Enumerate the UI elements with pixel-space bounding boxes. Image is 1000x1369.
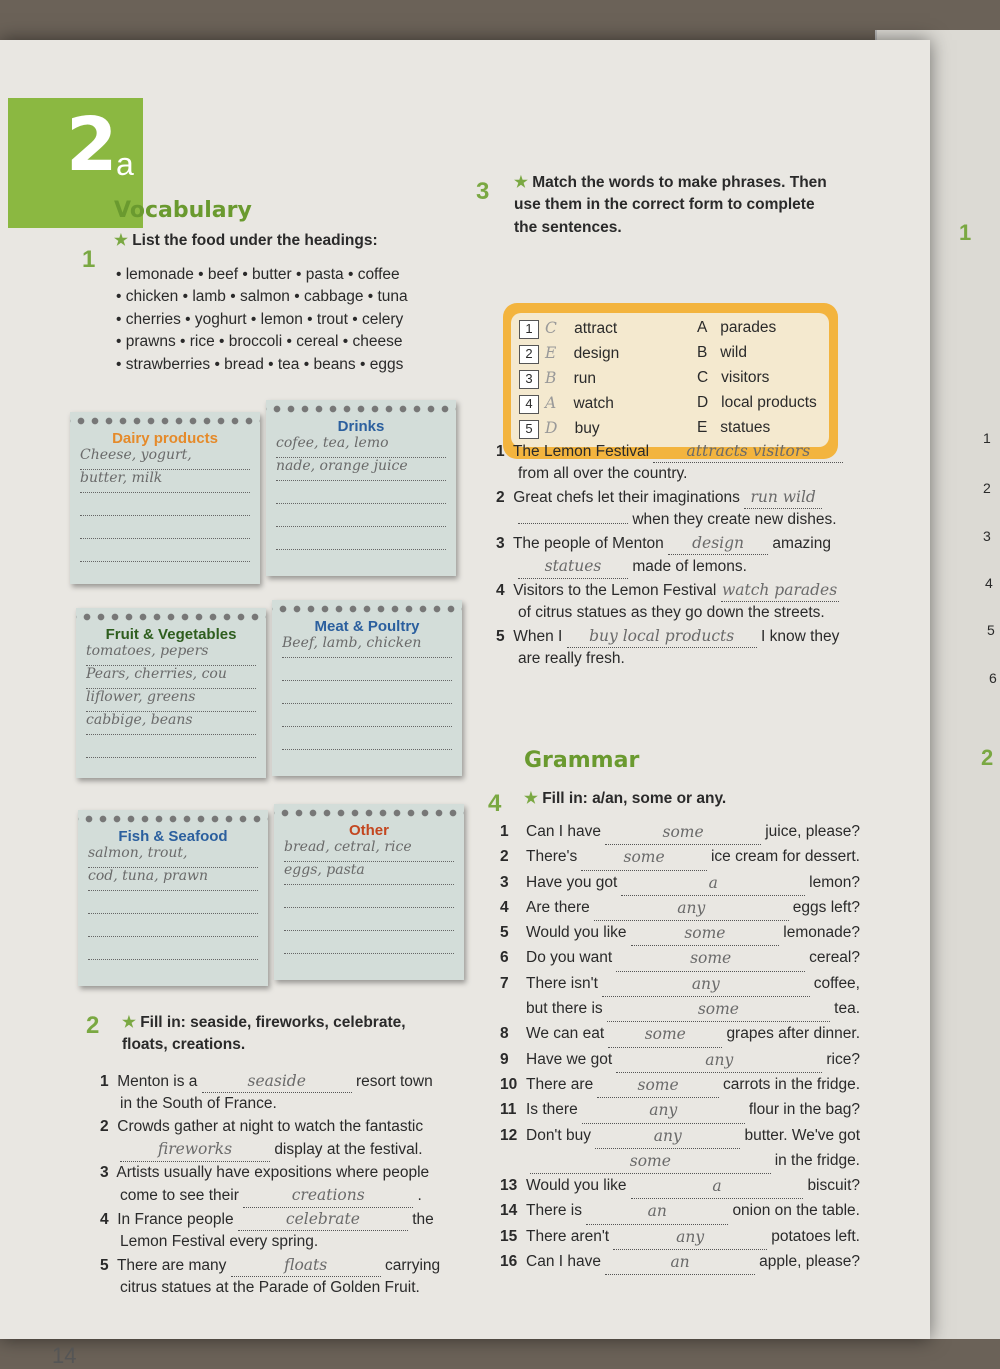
item-text: ice cream for dessert. (710, 848, 860, 866)
answer-blank[interactable]: attracts visitors (653, 440, 843, 463)
item-text: Would you like (526, 924, 627, 942)
item-number: 11 (500, 1101, 517, 1119)
note-line: cofee, tea, lemo (276, 435, 446, 458)
match-box (503, 303, 838, 459)
ex4-item (500, 997, 860, 1022)
note-line: nade, orange juice (276, 458, 446, 481)
note-line: liflower, greens (86, 689, 256, 712)
ex2-items (100, 1070, 460, 1300)
answer-blank[interactable]: run wild (744, 486, 822, 509)
word-list-line: • cherries • yoghurt • lemon • trout • celery (116, 310, 404, 328)
note-line (284, 931, 454, 954)
item-number (500, 997, 526, 1022)
note-line (282, 681, 452, 704)
note-line: cabbige, beans (86, 712, 256, 735)
ex2-line: Lemon Festival every spring. (120, 1233, 319, 1251)
right-page-num: 2 (983, 480, 991, 496)
word-list-line: • strawberries • bread • tea • beans • eggs (116, 355, 404, 373)
item-number: 4 (500, 898, 509, 916)
right-page-num: 6 (989, 670, 997, 686)
item-text: butter. We've got (744, 1126, 860, 1144)
item-text: tea. (834, 1000, 860, 1018)
ex4-item (500, 1149, 860, 1174)
ex3-line: of citrus statues as they go down the streets. (518, 604, 825, 622)
match-left-item: 5 D buy (519, 419, 600, 439)
match-left-item: 2 E design (519, 344, 619, 364)
note-fish-seafood (78, 810, 268, 986)
answer-blank[interactable]: an (586, 1199, 728, 1224)
item-text: lemon? (809, 873, 860, 891)
note-line (88, 891, 258, 914)
ex4-item (500, 1124, 860, 1149)
ex4-item (500, 896, 860, 921)
note-dairy-products (70, 412, 260, 584)
item-number (500, 1149, 526, 1174)
note-line (88, 914, 258, 937)
vocabulary-title: Vocabulary (114, 198, 252, 223)
ex4-item (500, 1022, 860, 1047)
right-page-num: 4 (985, 575, 993, 591)
item-text: juice, please? (765, 823, 860, 840)
note-line (284, 885, 454, 908)
answer-blank[interactable]: any (594, 896, 789, 921)
note-line: tomatoes, pepers (86, 643, 256, 666)
ex2-item: 1 Menton is a seaside resort town (100, 1070, 460, 1093)
item-text: grapes after dinner. (726, 1025, 860, 1043)
food-word-list (116, 264, 408, 376)
ex3-number: 3 (476, 178, 490, 205)
note-holes (76, 608, 266, 622)
item-number: 3 (500, 873, 509, 891)
answer-blank[interactable]: some (631, 921, 780, 946)
item-text: eggs left? (792, 898, 860, 916)
note-line (284, 908, 454, 931)
unit-number: 2 (66, 102, 118, 188)
ex2-instruction: ★ Fill in: seaside, fireworks, celebrate, floats, creations. (122, 1014, 406, 1054)
match-right-item: D local products (697, 394, 817, 411)
word-list-line: • chicken • lamb • salmon • cabbage • tuna (116, 288, 408, 306)
item-text: We can eat (526, 1025, 605, 1043)
answer-blank[interactable]: any (613, 1225, 767, 1250)
item-number: 5 (500, 924, 509, 942)
right-page-num: 1 (983, 430, 991, 446)
ex2-item-cont: come to see their creations . (100, 1184, 460, 1207)
note-holes (70, 412, 260, 426)
match-right-item: A parades (697, 319, 777, 336)
note-heading: Other (348, 822, 389, 839)
ex2-item-cont: fireworks display at the festival. (100, 1138, 460, 1161)
answer-blank[interactable]: floats (231, 1254, 381, 1277)
answer-blank[interactable]: any (595, 1124, 740, 1149)
item-text: There aren't (526, 1227, 610, 1245)
match-box-inner (511, 313, 829, 447)
item-number: 1 (500, 823, 509, 840)
note-line: cod, tuna, prawn (88, 868, 258, 891)
answer-blank[interactable]: design (668, 532, 768, 555)
note-heading: Drinks (337, 418, 385, 435)
item-number: 9 (500, 1050, 509, 1068)
item-number: 2 (500, 848, 509, 866)
ex2-item: 4 In France people celebrate the (100, 1208, 460, 1231)
right-page-num: 5 (987, 622, 995, 638)
answer-blank[interactable]: some (607, 997, 830, 1022)
note-heading: Dairy products (112, 430, 218, 447)
item-text: biscuit? (807, 1177, 860, 1195)
item-number: 6 (500, 949, 509, 967)
item-number: 7 (500, 974, 509, 992)
ex4-item (500, 972, 860, 997)
match-left-item: 3 B run (519, 369, 596, 389)
note-line: Cheese, yogurt, (80, 447, 250, 470)
answer-blank[interactable]: some (616, 946, 805, 971)
note-heading: Meat & Poultry (314, 618, 420, 635)
ex2-line: citrus statues at the Parade of Golden Fruit. (120, 1279, 420, 1297)
ex4-item (500, 921, 860, 946)
item-text: There are (526, 1075, 594, 1093)
answer-blank[interactable]: some (597, 1073, 719, 1098)
ex4-item (500, 1073, 860, 1098)
note-holes (266, 400, 456, 414)
item-text: Would you like (526, 1177, 627, 1195)
ex4-item (500, 1250, 860, 1275)
ex4-item (500, 1048, 860, 1073)
ex3-instruction: ★ Match the words to make phrases. Then use them in the correct form to complete the sentences. (514, 174, 827, 236)
item-text: but there is (526, 1000, 603, 1018)
item-text: potatoes left. (771, 1227, 860, 1245)
ex4-items (500, 820, 860, 1275)
item-number: 12 (500, 1126, 518, 1144)
word-list-line: • lemonade • beef • butter • pasta • coffee (116, 266, 400, 283)
note-line (80, 516, 250, 539)
note-line (282, 658, 452, 681)
note-line: butter, milk (80, 470, 250, 493)
item-number: 14 (500, 1202, 518, 1220)
ex2-item: 2 Crowds gather at night to watch the fantastic (100, 1117, 424, 1135)
note-line (80, 493, 250, 516)
item-text: Do you want (526, 949, 613, 967)
answer-blank[interactable]: a (621, 871, 805, 896)
unit-letter: a (116, 146, 134, 182)
item-number: 15 (500, 1227, 518, 1245)
answer-blank[interactable]: some (530, 1149, 771, 1174)
ex4-item (500, 946, 860, 971)
match-left-item: 4 A watch (519, 394, 614, 414)
ex4-item (500, 871, 860, 896)
ex4-item (500, 820, 860, 845)
answer-blank[interactable]: some (608, 1022, 722, 1047)
ex3-line: are really fresh. (518, 650, 625, 668)
note-line (282, 727, 452, 750)
item-text: cereal? (809, 949, 860, 967)
workbook-page (0, 40, 930, 1368)
item-text: There's (526, 848, 578, 866)
item-text: apple, please? (759, 1253, 860, 1271)
note-line (282, 704, 452, 727)
item-text: Don't buy (526, 1126, 591, 1144)
ex3-sentences (496, 440, 866, 671)
right-page-ex-number: 1 (959, 220, 972, 245)
match-right-item: C visitors (697, 369, 770, 386)
answer-blank[interactable]: seaside (202, 1070, 352, 1093)
answer-blank[interactable]: a (631, 1174, 804, 1199)
ex4-instruction: ★ Fill in: a/an, some or any. (524, 790, 727, 807)
note-line (276, 504, 446, 527)
item-number: 8 (500, 1025, 509, 1043)
right-page-num: 3 (983, 528, 991, 544)
item-text: lemonade? (783, 924, 860, 942)
note-line (80, 539, 250, 562)
answer-blank[interactable]: some (581, 845, 707, 870)
item-number: 13 (500, 1177, 518, 1195)
note-line (88, 937, 258, 960)
answer-blank[interactable]: watch parades (721, 579, 839, 602)
item-number: 10 (500, 1075, 518, 1093)
item-text: in the fridge. (774, 1151, 860, 1169)
ex2-item: 5 There are many floats carrying (100, 1254, 460, 1277)
note-drinks (266, 400, 456, 576)
note-holes (274, 804, 464, 818)
item-text: Can I have (526, 1253, 601, 1271)
item-text: Have you got (526, 873, 618, 891)
match-right-item: B wild (697, 344, 747, 361)
item-text: Have we got (526, 1050, 613, 1068)
note-line (276, 481, 446, 504)
note-line (276, 527, 446, 550)
answer-blank[interactable]: an (605, 1250, 755, 1275)
note-meat-poultry (272, 600, 462, 776)
match-left-item: 1 C attract (519, 319, 617, 339)
ex3-line: when they create new dishes. (496, 509, 866, 531)
ex4-item (500, 1098, 860, 1123)
ex2-item: 3 Artists usually have expositions where people (100, 1163, 430, 1181)
ex3-sentence: 2 Great chefs let their imaginations run wild (496, 486, 866, 509)
ex1-instruction: ★ List the food under the headings: (114, 232, 378, 249)
answer-blank[interactable]: any (602, 972, 810, 997)
item-text: Is there (526, 1101, 578, 1119)
ex2-line: in the South of France. (120, 1095, 277, 1113)
ex3-sentence: 3 The people of Menton design amazing (496, 532, 866, 555)
word-list-line: • prawns • rice • broccoli • cereal • cheese (116, 333, 403, 351)
note-line: salmon, trout, (88, 845, 258, 868)
ex4-number: 4 (488, 790, 502, 817)
note-holes (78, 810, 268, 824)
answer-blank[interactable]: creations (243, 1184, 413, 1207)
ex3-sentence: 5 When I buy local products I know they (496, 625, 866, 648)
item-text: rice? (826, 1050, 860, 1068)
ex3-line: from all over the country. (518, 465, 688, 483)
ex3-sentence: 4 Visitors to the Lemon Festival watch parades (496, 579, 866, 602)
note-line: bread, cetral, rice (284, 839, 454, 862)
answer-blank[interactable]: any (616, 1048, 822, 1073)
page-number: 14 (52, 1343, 77, 1368)
item-text: carrots in the fridge. (723, 1075, 860, 1093)
ex4-item (500, 1225, 860, 1250)
item-text: There is (526, 1202, 582, 1220)
answer-blank[interactable]: celebrate (238, 1208, 408, 1231)
ex4-item (500, 1199, 860, 1224)
note-fruit-vegetables (76, 608, 266, 778)
ex3-line: statues made of lemons. (496, 555, 866, 578)
ex4-item (500, 845, 860, 870)
answer-blank[interactable]: statues (518, 555, 628, 578)
note-line (86, 735, 256, 758)
answer-blank[interactable]: fireworks (120, 1138, 270, 1161)
item-number: 16 (500, 1253, 518, 1271)
note-heading: Fish & Seafood (118, 828, 228, 845)
item-text: Are there (526, 898, 590, 916)
item-text: onion on the table. (732, 1202, 860, 1220)
note-line: eggs, pasta (284, 862, 454, 885)
note-line: Beef, lamb, chicken (282, 635, 452, 658)
answer-blank[interactable]: any (582, 1098, 745, 1123)
right-page-ex-number: 2 (981, 745, 994, 770)
match-right-item: E statues (697, 419, 771, 436)
note-holes (272, 600, 462, 614)
answer-blank[interactable]: some (605, 820, 761, 845)
item-text: Can I have (526, 823, 601, 840)
item-text: There isn't (526, 974, 598, 992)
ex1-number: 1 (82, 246, 96, 273)
note-other (274, 804, 464, 980)
item-text: coffee, (813, 974, 860, 992)
answer-blank[interactable]: buy local products (567, 625, 757, 648)
note-line: Pears, cherries, cou (86, 666, 256, 689)
item-text: flour in the bag? (748, 1101, 860, 1119)
note-heading: Fruit & Vegetables (105, 626, 237, 643)
ex2-number: 2 (86, 1012, 100, 1039)
ex4-item (500, 1174, 860, 1199)
ex3-sentence: 1 The Lemon Festival attracts visitors (496, 440, 866, 463)
grammar-title: Grammar (524, 748, 640, 773)
